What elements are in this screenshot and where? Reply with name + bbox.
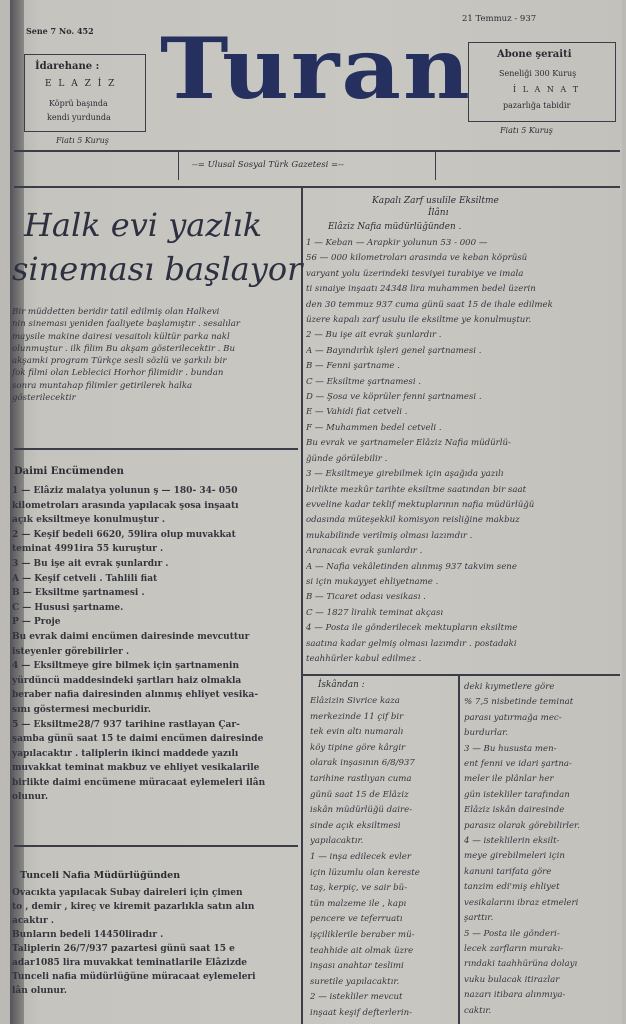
iskan-right-line: parası yatırmağa mec- bbox=[464, 712, 562, 723]
tunceli-line: adar1085 lira muvakkat teminatlarile Elâzizde bbox=[12, 958, 247, 968]
iskan-line: taş, kerpiç, ve sair bü- bbox=[310, 883, 408, 894]
tunceli-line: Bunların bedeli 14450liradır . bbox=[12, 930, 164, 940]
encumen-line: açık eksiltmeye konulmuştur . bbox=[12, 515, 166, 526]
iskan-right-line: gün istekliler tarafından bbox=[464, 789, 570, 800]
iskan-line: olarak inşasının 6/8/937 bbox=[310, 758, 415, 769]
kapali-line: odasında müteşekkil komisyon reisliğine makbuz bbox=[306, 515, 520, 526]
encumen-line: yürdüncü maddesindeki şartları haiz olmakla bbox=[12, 675, 242, 686]
iskan-right-body bbox=[464, 680, 620, 1019]
cinema-headline-2: sineması başlayor bbox=[12, 250, 303, 288]
kapali-line: 4 — Posta ile gönderilecek mektupların eksiltme bbox=[306, 623, 518, 634]
subscription-price: Seneliği 300 Kuruş bbox=[499, 69, 577, 78]
kapali-line: A — Bayındırlık işleri genel şartnamesi . bbox=[306, 345, 482, 356]
encumen-line: olunur. bbox=[12, 792, 49, 803]
column-divider bbox=[301, 186, 303, 1024]
kapali-subtitle: İlânı bbox=[428, 208, 449, 218]
iskan-right-line: deki kıymetlere göre bbox=[464, 682, 555, 692]
iskan-right-line: lecek zarfların murakı- bbox=[464, 943, 564, 954]
kapali-line: F — Muhammen bedel cetveli . bbox=[306, 422, 442, 433]
kapali-line: üzere kapalı zarf usulu ile eksiltme ye konulmuştur. bbox=[306, 315, 532, 326]
cinema-line: olunmuştur . ilk filim Bu akşam gösterilecektir . Bu bbox=[12, 343, 236, 354]
iskan-right-line: kanuni tarifata göre bbox=[464, 866, 552, 877]
kapali-line: den 30 temmuz 937 cuma günü saat 15 de ihale edilmek bbox=[306, 299, 553, 310]
kapali-line: 2 — Bu işe ait evrak şunlardır . bbox=[306, 330, 442, 341]
iskan-line: işçiliklerile beraber mü- bbox=[310, 929, 415, 940]
kapali-line: B — Ticaret odası vesikası . bbox=[306, 592, 426, 603]
tunceli-title: Tunceli Nafia Müdürlüğünden bbox=[20, 870, 181, 881]
kapali-line: ti sınaiye inşaatı 24348 lira muhammen bedel üzerin bbox=[306, 284, 536, 295]
kapali-line: ğünde görülebilir . bbox=[306, 453, 388, 464]
kapali-line: varyant yolu üzerindeki tesviyei turabiye ve imala bbox=[306, 268, 524, 279]
subcolumn-divider bbox=[458, 676, 460, 1024]
iskan-line: köy tipine göre kârgir bbox=[310, 742, 406, 753]
kapali-line: E — Vahidi fiat cetveli . bbox=[306, 407, 408, 418]
iskan-line: iskân müdürlüğü daire- bbox=[310, 805, 413, 816]
iskan-line: günü saat 15 de Elâziz bbox=[310, 789, 409, 800]
iskan-line: Elâzizin Sivrice kaza bbox=[310, 696, 400, 706]
iskan-line: 1 — inşa edilecek evler bbox=[310, 851, 411, 862]
iskan-right-line: tanzim edi'miş ehliyet bbox=[464, 882, 560, 893]
kapali-line: 3 — Eksiltmeye girebilmek için aşağıda yazılı bbox=[306, 469, 504, 480]
newspaper-page bbox=[10, 0, 622, 1024]
subscription-box bbox=[468, 42, 616, 122]
issue-date: 21 Temmuz - 937 bbox=[462, 14, 537, 24]
iskan-right-line: rındaki taahhürüna dolayı bbox=[464, 959, 578, 970]
encumen-line: P — Proje bbox=[12, 617, 61, 628]
iskan-right-line: vuku bulacak itirazlar bbox=[464, 974, 560, 985]
tunceli-line: Taliplerin 26/7/937 pazartesi günü saat 15 e bbox=[12, 944, 235, 954]
encumen-line: şamba günü saat 15 te daimi encümen dairesinde bbox=[12, 734, 264, 745]
left-price: Fiatı 5 Kuruş bbox=[56, 136, 109, 145]
cinema-line: fok filmi olan Leblecici Horhor filimidir . bundan bbox=[12, 368, 224, 379]
iskan-line: merkezinde 11 çif bir bbox=[310, 711, 404, 722]
encumen-line: sını göstermesi mecburidir. bbox=[12, 704, 151, 715]
tunceli-line: to , demir , kireç ve kiremit pazarlıkla satın alın bbox=[12, 902, 255, 912]
kapali-line: B — Fenni şartname . bbox=[306, 361, 400, 372]
section-rule-2 bbox=[14, 845, 298, 847]
kapali-line: si için mukayyet ehliyetname . bbox=[306, 576, 439, 587]
iskan-line: 2 — istekliler mevcut bbox=[310, 992, 403, 1003]
kapali-line: birlikte mezkûr tarihte eksiltme saatından bir saat bbox=[306, 484, 527, 495]
iskan-right-line: 4 — isteklilerin eksilt- bbox=[464, 836, 560, 847]
iskan-right-line: ent fenni ve idari şartna- bbox=[464, 759, 572, 770]
encumen-line: teminat 4991ira 55 kuruştur . bbox=[12, 544, 164, 555]
subscription-label: Abone şeraiti bbox=[497, 49, 572, 60]
iskan-line: için lüzumlu olan kereste bbox=[310, 867, 420, 878]
kapali-line: C — Eksiltme şartnamesi . bbox=[306, 376, 422, 387]
kapali-line: mukabilinde verilmiş olması lazımdır . bbox=[306, 530, 473, 541]
masthead-rule-bottom bbox=[14, 186, 620, 188]
tunceli-line: Ovacıkta yapılacak Subay daireleri için çimen bbox=[12, 888, 243, 898]
encumen-line: A — Keşif cetveli . Tahlili fiat bbox=[12, 573, 158, 584]
encumen-line: 5 — Eksiltme28/7 937 tarihine rastlayan Çar- bbox=[12, 719, 240, 730]
iskan-right-line: 5 — Posta ile gönderi- bbox=[464, 928, 560, 939]
iskan-line: teahhide ait olmak üzre bbox=[310, 945, 414, 956]
cinema-line: sonra muntahap filimler getirilerek halka bbox=[12, 380, 193, 391]
right-price: Fiatı 5 Kuruş bbox=[500, 126, 553, 135]
iskan-line: inşaat keşif defterlerin- bbox=[310, 1007, 413, 1018]
iskan-right-line: şarttır. bbox=[464, 913, 494, 924]
encumen-line: beraber nafia dairesinden alınmış ehliyet vesika- bbox=[12, 690, 259, 701]
kapali-title: Kapalı Zarf usulile Eksiltme bbox=[372, 196, 499, 206]
iskan-line: tarihine rastlıyan cuma bbox=[310, 773, 412, 784]
tunceli-line: Tunceli nafia müdürlüğüne müracaat eylemeleri bbox=[12, 972, 256, 982]
cinema-line: maysile makine dairesi vesaitolı kültür parka nakl bbox=[12, 331, 230, 342]
encumen-title: Daimi Encümenden bbox=[14, 466, 124, 477]
iskan-line: yapılacaktır. bbox=[310, 836, 364, 847]
ads-terms: pazarlığa tabidir bbox=[503, 101, 571, 110]
cinema-line: Bir müddetten beridir tatil edilmiş olan Halkevi bbox=[12, 307, 220, 317]
iskan-line: suretile yapılacaktır. bbox=[310, 976, 400, 987]
iskan-line: tek evin altı numaralı bbox=[310, 727, 404, 738]
iskan-right-line: parasız olarak görebilirler. bbox=[464, 820, 580, 831]
kapali-line: Bu evrak ve şartnameler Elâziz Nafia müdürlü- bbox=[306, 438, 511, 449]
encumen-line: Bu evrak daimi encümen dairesinde mevcuttur bbox=[12, 631, 250, 642]
encumen-line: birlikte daimi encümene müracaat eylemeleri ilân bbox=[12, 777, 266, 788]
office-label: İdarehane : bbox=[35, 61, 100, 72]
office-address-1: Köprü başında bbox=[49, 99, 108, 108]
encumen-line: 2 — Keşif bedeli 6620, 59lira olup muvakkat bbox=[12, 529, 236, 540]
cinema-line: gösterilecektir bbox=[12, 393, 76, 404]
kapali-source: Elâziz Nafia müdürlüğünden . bbox=[328, 222, 462, 232]
iskan-right-line: vesikalarını ibraz etmeleri bbox=[464, 897, 579, 908]
encumen-body bbox=[12, 484, 298, 805]
tunceli-body bbox=[12, 886, 298, 998]
iskan-line: inşası anahtar teslimi bbox=[310, 961, 404, 972]
kapali-line: Aranacak evrak şunlardır . bbox=[306, 546, 423, 557]
tunceli-line: acaktır . bbox=[12, 916, 54, 926]
office-address-2: kendi yurdunda bbox=[47, 113, 111, 122]
kapali-line: 56 — 000 kilometroları arasında ve keban köprüsü bbox=[306, 253, 528, 264]
iskan-title: İskândan : bbox=[318, 680, 365, 690]
iskan-right-line: meye girebilmeleri için bbox=[464, 851, 565, 862]
cinema-headline-1: Halk evi yazlık bbox=[24, 206, 263, 244]
iskan-line: pencere ve teferruatı bbox=[310, 914, 403, 925]
kapali-line: C — 1827 liralık teminat akçası bbox=[306, 607, 444, 618]
office-box bbox=[24, 54, 146, 132]
encumen-line: muvakkat teminat makbuz ve ehliyet vesikalarile bbox=[12, 763, 260, 774]
iskan-line: sinde açık eksiltmesi bbox=[310, 820, 401, 831]
iskan-right-line: burdurlar. bbox=[464, 728, 509, 739]
issue-number: Sene 7 No. 452 bbox=[26, 26, 94, 36]
iskan-right-line: % 7,5 nisbetinde teminat bbox=[464, 697, 574, 708]
iskan-right-line: Elâziz iskân dairesinde bbox=[464, 805, 565, 816]
office-city: E L A Z İ Z bbox=[45, 79, 117, 89]
encumen-line: 3 — Bu işe ait evrak şunlardır . bbox=[12, 558, 169, 569]
encumen-line: kilometroları arasında yapılacak şosa inşaatı bbox=[12, 500, 239, 511]
motto: --= Ulusal Sosyal Türk Gazetesi =-- bbox=[192, 160, 344, 170]
ads-label: İ L A N A T bbox=[513, 85, 581, 94]
encumen-line: isteyenler görebilirler . bbox=[12, 646, 130, 657]
iskan-body bbox=[310, 694, 456, 1021]
iskan-right-line: 3 — Bu hususta men- bbox=[464, 743, 557, 754]
masthead-logo: Turan bbox=[160, 18, 472, 118]
encumen-line: C — Hususi şartname. bbox=[12, 602, 124, 613]
section-rule-1 bbox=[14, 448, 298, 450]
cinema-article-body bbox=[12, 306, 298, 404]
kapali-line: teahhürler kabul edilmez . bbox=[306, 653, 422, 664]
tunceli-line: lân olunur. bbox=[12, 986, 68, 996]
encumen-line: 1 — Elâziz malatya yolunun ş — 180- 34- 050 bbox=[12, 486, 238, 496]
encumen-line: 4 — Eksiltmeye gire bilmek için şartnamenin bbox=[12, 661, 240, 672]
encumen-line: yapılacaktır . taliplerin ikinci maddede yazılı bbox=[12, 748, 239, 759]
kapali-line: 1 — Keban — Arapkir yolunun 53 - 000 — bbox=[306, 238, 488, 248]
encumen-line: B — Eksiltme şartnamesi . bbox=[12, 588, 145, 599]
kapali-line: evveline kadar teklif mektuplarının nafia müdürlüğü bbox=[306, 499, 535, 510]
iskan-line: tün malzeme ile , kapı bbox=[310, 898, 407, 909]
iskan-right-line: nazarı itibara alınmıya- bbox=[464, 990, 566, 1001]
kapali-body bbox=[306, 236, 620, 667]
iskan-right-line: meler ile plânlar her bbox=[464, 774, 554, 785]
cinema-line: akşamki program Türkçe sesli sözlü ve şarkılı bir bbox=[12, 356, 227, 367]
kapali-line: saatına kadar gelmiş olması lazımdır . postadaki bbox=[306, 638, 517, 649]
kapali-line: D — Şosa ve köprüler fenni şartnamesi . bbox=[306, 392, 482, 403]
cinema-line: nin sineması yeniden faaliyete başlamıştır . sesalılar bbox=[12, 319, 240, 330]
section-rule-3 bbox=[302, 674, 620, 676]
kapali-line: A — Nafia vekâletinden alınmış 937 takvim sene bbox=[306, 561, 517, 572]
iskan-right-line: caktır. bbox=[464, 1005, 492, 1016]
